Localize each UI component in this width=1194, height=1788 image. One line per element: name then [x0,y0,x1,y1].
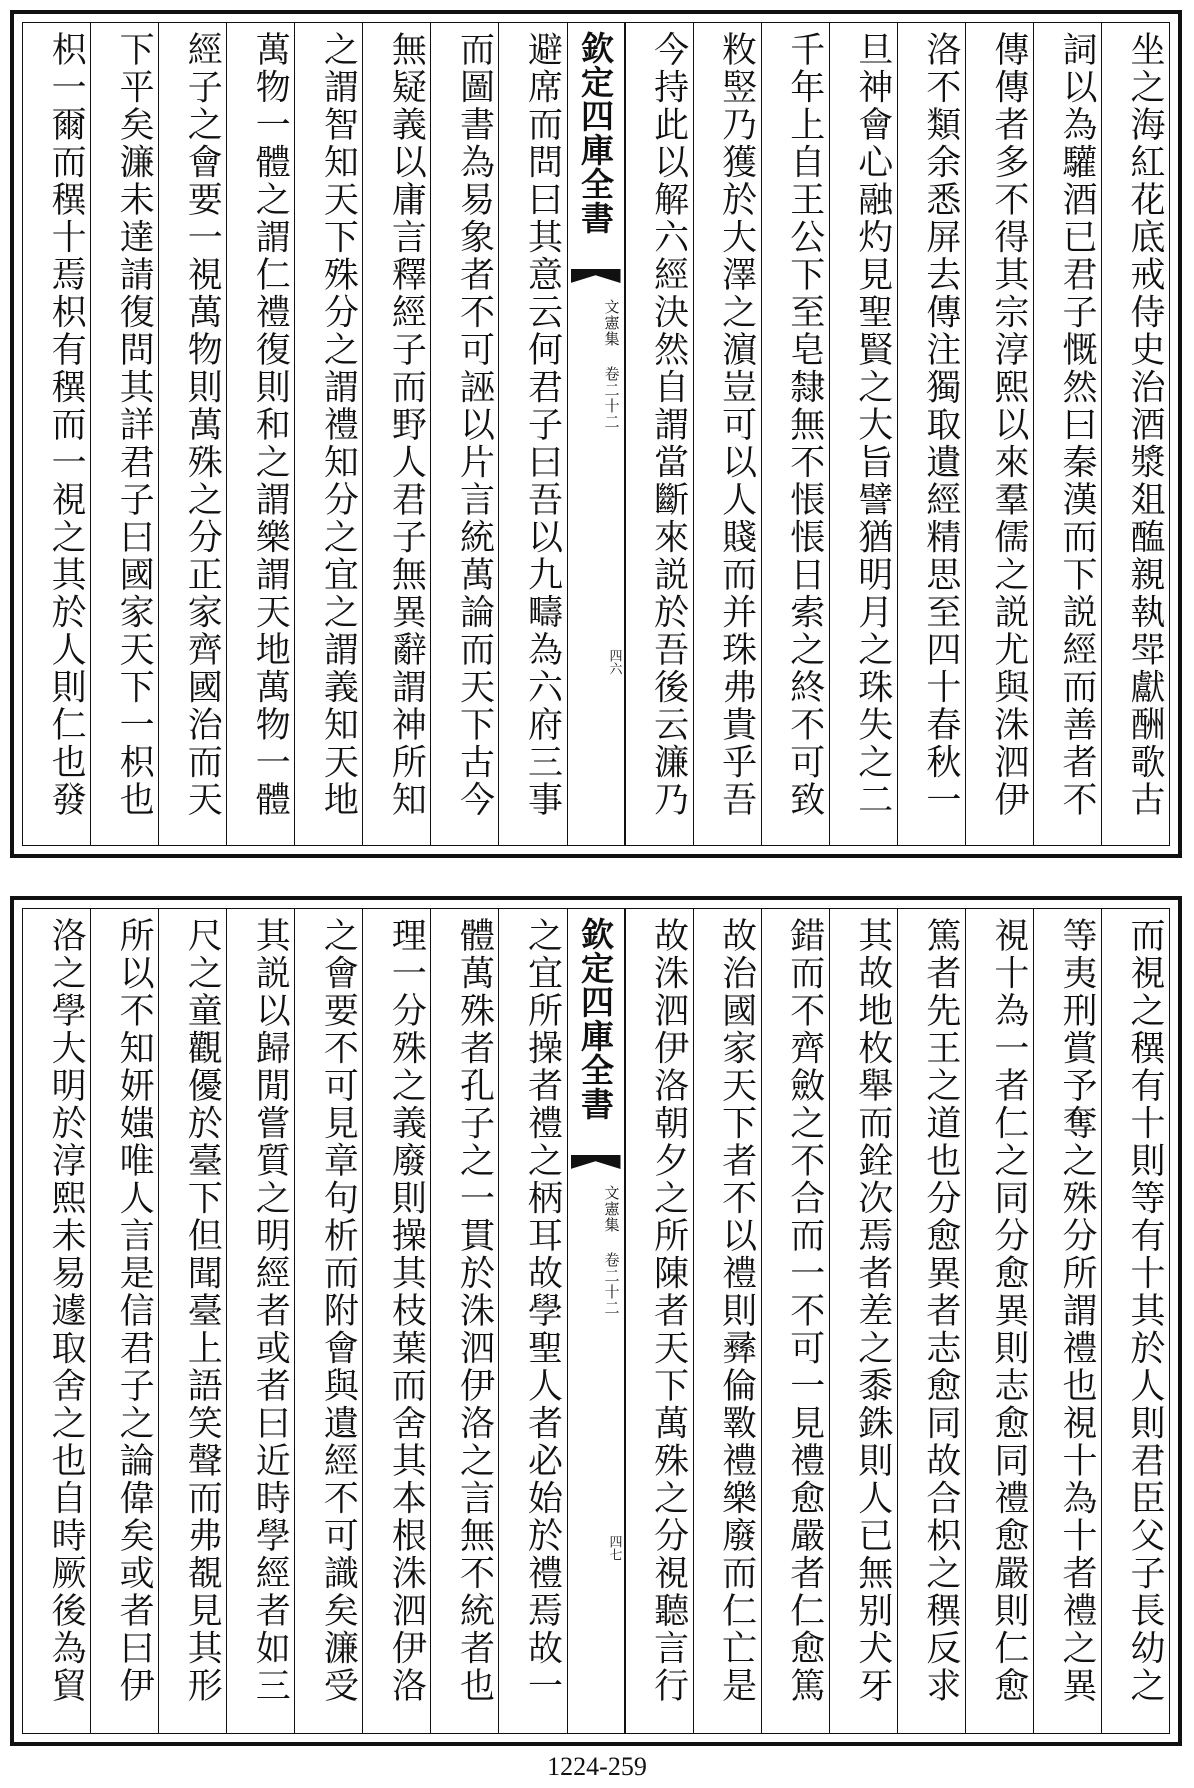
text-column: 敉竪乃獲於大澤之濵豈可以人賤而并珠弗貴乎吾 [693,23,761,845]
text-column: 理一分殊之義廢則操其枝葉而舍其本根洙泗伊洛 [362,909,430,1733]
leaf-number: 四六 [606,649,622,675]
text-column: 故洙泗伊洛朝夕之所陳者天下萬殊之分視聽言行 [625,909,693,1733]
book-title: 文憲集 [602,299,621,347]
volume-info [571,1185,621,1316]
fishtail-mark-icon [571,269,621,283]
volume-number: 卷二十二 [602,1252,621,1316]
center-fold-banxin [567,909,625,1733]
text-column: 洛之學大明於淳熙未易遽取舍之也自時厥後為貿 [46,917,87,1705]
text-column: 篤者先王之道也分愈異者志愈同故合枳之穓反求 [897,909,965,1733]
top-page [10,10,1182,858]
text-column: 洛不類余悉屏去傳注獨取遺經精思至四十春秋一 [897,23,965,845]
text-column: 其故地枚舉而銓次焉者差之黍銖則人已無别犬牙 [829,909,897,1733]
book-title: 文憲集 [602,1185,621,1233]
text-column: 萬物一體之謂仁禮復則和之謂樂謂天地萬物一體 [226,23,294,845]
text-column: 所以不知妍媸唯人言是信君子之論偉矣或者曰伊 [90,909,158,1733]
text-column: 傳傳者多不得其宗淳熙以來羣儒之説尤與洙泗伊 [965,23,1033,845]
fishtail-mark-icon [571,1155,621,1169]
text-column: 而圖書為易象者不可誣以片言統萬論而天下古今 [430,23,498,845]
series-title: 欽定四庫全書 [576,917,615,1121]
text-column: 枳一爾而穓十焉枳有穓而一視之其於人則仁也發 [46,31,87,819]
text-column: 體萬殊者孔子之一貫於洙泗伊洛之言無不統者也 [430,909,498,1733]
text-column: 之謂智知天下殊分之謂禮知分之宜之謂義知天地 [294,23,362,845]
text-column: 等夷刑賞予奪之殊分所謂禮也視十為十者禮之異 [1033,909,1101,1733]
top-page-frame [22,22,1170,846]
text-column: 其説以歸閒嘗質之明經者或者曰近時學經者如三 [226,909,294,1733]
text-column: 經子之會要一視萬物則萬殊之分正家齊國治而天 [158,23,226,845]
text-column: 旦神會心融灼見聖賢之大旨譬猶明月之珠失之二 [829,23,897,845]
text-column: 之宜所操者禮之柄耳故學聖人者必始於禮焉故一 [498,909,566,1733]
volume-number: 卷二十二 [602,366,621,430]
text-column: 無疑義以庸言釋經子而野人君子無異辭謂神所知 [362,23,430,845]
text-column: 下平矣濂未達請復問其詳君子曰國家天下一枳也 [90,23,158,845]
volume-info [571,299,621,430]
text-column: 故治國家天下者不以禮則彞倫斁禮樂廢而仁亡是 [693,909,761,1733]
text-column: 而視之穓有十則等有十其於人則君臣父子長幼之 [1101,909,1169,1733]
footer-page-number: 1224-259 [547,1752,647,1781]
series-title: 欽定四庫全書 [576,31,615,235]
leaf-number: 四七 [606,1535,622,1561]
text-column: 錯而不齊斂之不合而一不可一見禮愈嚴者仁愈篤 [761,909,829,1733]
center-fold-banxin [567,23,625,845]
text-column: 坐之海紅花底戒侍史治酒漿爼醢親執斝獻酬歌古 [1101,23,1169,845]
text-column: 今持此以解六經決然自謂當斷來説於吾後云濂乃 [625,23,693,845]
text-column: 避席而問曰其意云何君子曰吾以九疇為六府三事 [498,23,566,845]
text-column: 尺之童觀優於臺下但聞臺上語笑聲而弗覩見其形 [158,909,226,1733]
text-column: 之會要不可見章句析而附會與遺經不可識矣濂受 [294,909,362,1733]
text-column: 詞以為驩酒已君子慨然曰秦漢而下説經而善者不 [1033,23,1101,845]
text-column: 視十為一者仁之同分愈異則志愈同禮愈嚴則仁愈 [965,909,1033,1733]
bottom-page [10,896,1182,1746]
bottom-page-frame [22,908,1170,1734]
text-column: 千年上自王公下至皂隸無不悵悵日索之終不可致 [761,23,829,845]
